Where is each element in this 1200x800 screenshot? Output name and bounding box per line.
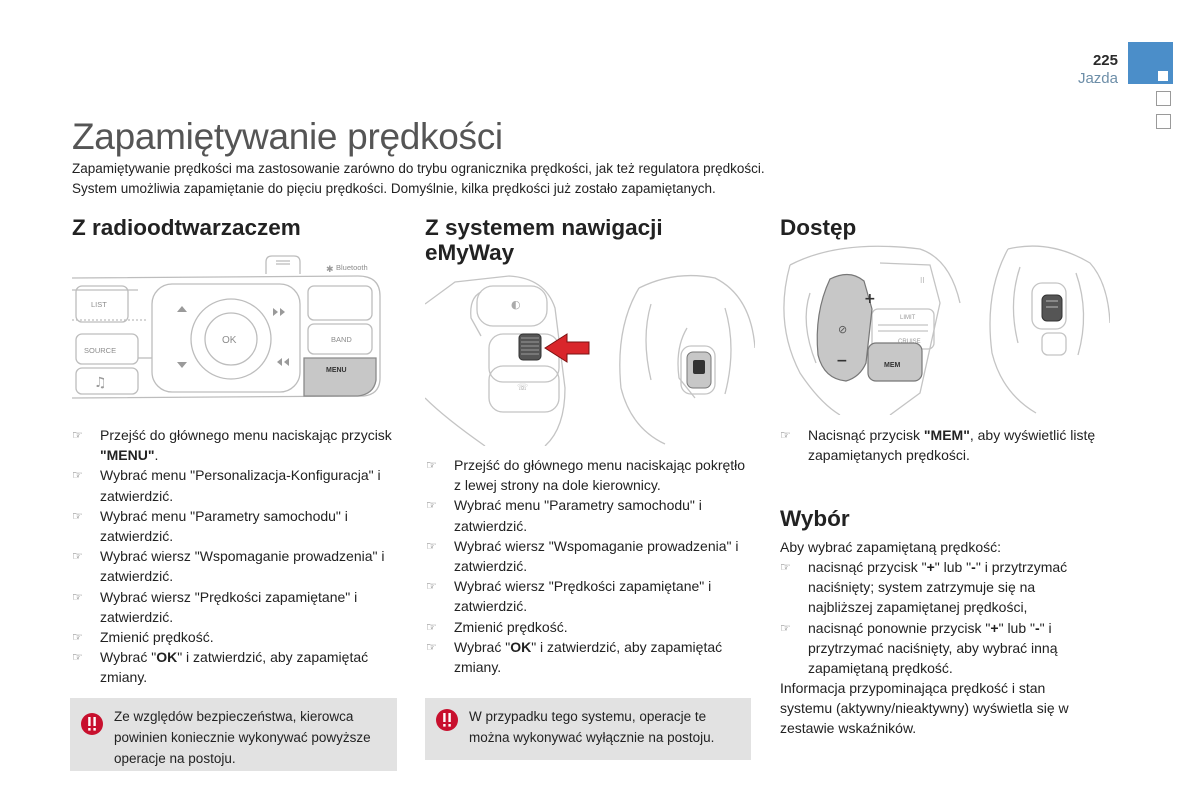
brightness-icon: ◐ (511, 298, 521, 311)
step-text: Wybrać menu "Personalizacja-Konfiguracja" i zatwierdzić. (100, 467, 381, 504)
band-button-label: BAND (331, 335, 352, 344)
minus-icon: − (836, 353, 848, 369)
bullet-icon: ☞ (780, 428, 791, 442)
bullet-icon: ☞ (780, 560, 791, 574)
bluetooth-icon: ✱ (326, 265, 334, 275)
bullet-icon: ☞ (426, 458, 437, 472)
step-text: Wybrać wiersz "Prędkości zapamiętane" i zatwierdzić. (454, 578, 712, 615)
bullet-icon: ☞ (72, 589, 83, 604)
step-text: Wybrać " (100, 649, 157, 666)
list-item (72, 647, 392, 687)
heading-navigation (425, 215, 663, 265)
step-keyword: OK (510, 638, 532, 655)
bullet-icon: ☞ (426, 538, 437, 553)
ok-button-label: OK (222, 335, 237, 346)
step-keyword: - (1034, 619, 1040, 636)
footer-info: Informacja przypominająca prędkość i stan systemu (aktywny/nieaktywny) wyświetla się w zestawie wskaźników. (780, 680, 1069, 737)
step-text: Zmienić prędkość. (100, 629, 214, 646)
bullet-icon: ☞ (72, 468, 83, 483)
step-text: " i przytrzymać naciśnięty, aby wybrać inną zapamiętaną prędkość. (808, 619, 1058, 677)
music-note-icon: ♫ (94, 375, 107, 391)
step-text: Wybrać menu "Parametry samochodu" i zatwierdzić. (454, 497, 702, 534)
cruise-label: CRUISE (898, 339, 921, 345)
bullet-icon: ☞ (426, 498, 437, 513)
step-text: nacisnąć przycisk " (808, 559, 927, 575)
warning-box-radio (70, 698, 397, 771)
list-item (426, 495, 746, 535)
radio-panel-drawing (68, 250, 388, 410)
heading-access: Dostęp (780, 215, 857, 240)
list-item (426, 617, 746, 637)
steering-nav-drawing (425, 268, 755, 446)
heading-selection: Wybór (780, 506, 850, 531)
voice-icon: ☏ (517, 383, 529, 393)
step-text: Wybrać wiersz "Wspomaganie prowadzenia" i zatwierdzić. (454, 537, 739, 575)
intro-text (72, 159, 892, 199)
list-item (780, 557, 1090, 618)
step-text: Przejść do głównego menu naciskając przycisk (100, 427, 392, 443)
plus-icon: + (864, 291, 876, 307)
list-item (780, 618, 1090, 679)
bullet-icon: ☞ (72, 428, 83, 442)
bullet-icon: ☞ (72, 630, 83, 645)
step-text: Wybrać " (454, 638, 511, 655)
warning-box-nav (425, 698, 751, 760)
list-item (780, 425, 1100, 465)
menu-button-label: MENU (326, 367, 347, 374)
step-keyword: "MEM" (923, 427, 970, 443)
list-item (72, 627, 392, 647)
limit-label: LIMIT (900, 315, 916, 321)
step-text: " i przytrzymać naciśnięty; system zatrzymuje się na najbliższej zapamiętanej prędkości, (808, 559, 1068, 616)
steering-wheel-mem-illustration (780, 243, 1110, 415)
step-keyword: + (926, 559, 935, 575)
mem-button-label: MEM (884, 362, 901, 369)
list-item (426, 455, 746, 495)
bullet-icon: ☞ (426, 639, 437, 654)
list-item (72, 587, 392, 627)
step-keyword: "MENU" (100, 447, 155, 464)
list-item (426, 536, 746, 576)
list-item (72, 465, 392, 505)
bluetooth-label: Bluetooth (336, 263, 368, 272)
list-item (426, 576, 746, 616)
tab-indicator (1156, 114, 1171, 129)
step-text: Wybrać wiersz "Prędkości zapamiętane" i zatwierdzić. (100, 588, 358, 625)
step-text: " lub " (998, 619, 1035, 636)
bullet-icon: ☞ (780, 620, 791, 635)
step-text: Nacisnąć przycisk (808, 427, 924, 443)
pause-icon: II (920, 276, 925, 285)
warning-text: W przypadku tego systemu, operacje te można wykonywać wyłącznie na postoju. (469, 709, 715, 745)
section-name: Jazda (1077, 70, 1118, 87)
radio-steps-list (72, 425, 392, 688)
steering-mem-drawing (780, 243, 1110, 415)
tab-indicator (1156, 91, 1171, 106)
step-text: nacisnąć ponownie przycisk " (808, 619, 991, 636)
page-title: Zapamiętywanie prędkości (72, 116, 503, 157)
selection-lead: Aby wybrać zapamiętaną prędkość: (780, 539, 1001, 555)
speed-limit-icon: ⊘ (838, 323, 848, 336)
step-text: . (154, 447, 159, 464)
step-text: Wybrać wiersz "Wspomaganie prowadzenia" i zatwierdzić. (100, 548, 385, 585)
list-button-label: LIST (91, 300, 107, 309)
intro-line: System umożliwia zapamiętanie do pięciu prędkości. Domyślnie, kilka prędkości już zostało zapamiętanych. (72, 181, 716, 196)
steering-wheel-nav-illustration (425, 268, 755, 446)
heading-line: Z systemem nawigacji (425, 215, 663, 240)
heading-line: eMyWay (425, 240, 515, 265)
list-item (426, 637, 746, 677)
step-text: " i zatwierdzić, aby zapamiętać zmiany. (100, 649, 369, 686)
step-text: Wybrać menu "Parametry samochodu" i zatwierdzić. (100, 507, 348, 545)
warning-icon (80, 712, 104, 736)
selection-steps-list (780, 557, 1090, 678)
bullet-icon: ☞ (426, 579, 437, 594)
warning-icon (435, 708, 459, 732)
page-number: 225 (1092, 52, 1118, 69)
intro-line: Zapamiętywanie prędkości ma zastosowanie zarówno do trybu ogranicznika prędkości, jak też regulatora prędkości. (72, 161, 765, 176)
step-keyword: + (990, 619, 999, 636)
step-text: " i zatwierdzić, aby zapamiętać zmiany. (454, 638, 723, 676)
access-steps-list (780, 425, 1100, 465)
radio-panel-illustration (68, 250, 388, 410)
list-item (72, 546, 392, 586)
list-item (72, 425, 392, 465)
bullet-icon: ☞ (72, 650, 83, 665)
heading-radio: Z radioodtwarzaczem (72, 215, 301, 240)
list-item (72, 506, 392, 546)
step-text: Zmienić prędkość. (454, 618, 568, 635)
bullet-icon: ☞ (72, 549, 83, 564)
step-text: Przejść do głównego menu naciskając pokrętło z lewej strony na dole kierownicy. (454, 457, 746, 494)
step-keyword: OK (156, 649, 178, 666)
source-button-label: SOURCE (84, 346, 117, 355)
warning-text: Ze względów bezpieczeństwa, kierowca powinien koniecznie wykonywać powyższe operacje na postoju. (114, 709, 371, 766)
tab-indicator-active (1158, 71, 1168, 81)
bullet-icon: ☞ (72, 508, 83, 523)
step-text: , aby wyświetlić listę zapamiętanych prędkości. (808, 427, 1096, 464)
bullet-icon: ☞ (426, 619, 437, 634)
step-keyword: - (971, 559, 976, 575)
nav-steps-list (426, 455, 746, 677)
step-text: " lub " (934, 559, 972, 575)
